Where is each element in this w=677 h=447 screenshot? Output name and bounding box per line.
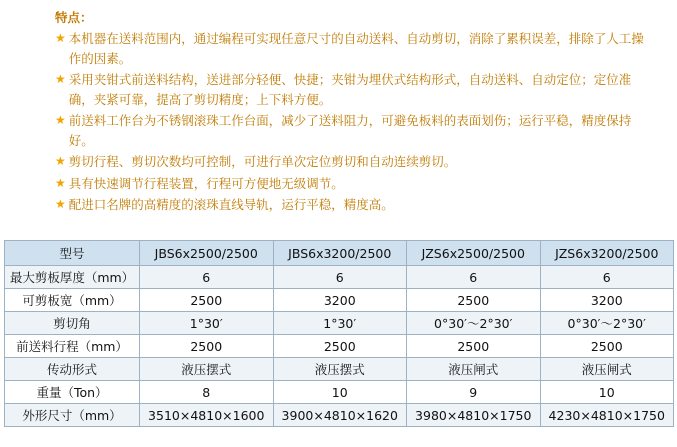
- star-icon: ★: [55, 197, 66, 211]
- star-icon: ★: [55, 31, 66, 45]
- table-header-row: [5, 241, 674, 266]
- feature-text: 具有快速调节行程装置，行程可方便地无级调节。: [68, 175, 344, 191]
- feature-text: 剪切行程、剪切次数均可控制，可进行单次定位剪切和自动连续剪切。: [68, 154, 457, 169]
- column-header: 型号: [5, 241, 140, 266]
- table-row: [5, 312, 674, 335]
- cell-value: 0°30′～2°30′: [407, 312, 541, 335]
- cell-value: 2500: [140, 289, 274, 312]
- cell-value: 8: [140, 381, 274, 404]
- features-list: [55, 29, 655, 215]
- cell-value: 3510×4810×1600: [140, 404, 274, 427]
- star-icon: ★: [55, 113, 66, 127]
- cell-value: 2500: [540, 335, 674, 358]
- table-row: [5, 289, 674, 312]
- table-row: [5, 335, 674, 358]
- list-item: [55, 29, 655, 68]
- list-item: [55, 174, 655, 194]
- cell-value: 液压摆式: [273, 358, 407, 381]
- spec-table-container: [4, 240, 673, 427]
- row-label: 剪切角: [5, 312, 140, 335]
- row-label: 外形尺寸（mm）: [5, 404, 140, 427]
- column-header: JZS6x2500/2500: [407, 241, 541, 266]
- spec-table: [4, 240, 674, 427]
- cell-value: 液压摆式: [140, 358, 274, 381]
- star-icon: ★: [55, 154, 66, 168]
- cell-value: 10: [273, 381, 407, 404]
- table-row: [5, 266, 674, 289]
- row-label: 最大剪板厚度（mm）: [5, 266, 140, 289]
- feature-text: 本机器在送料范围内，通过编程可实现任意尺寸的自动送料、自动剪切，消除了累积误差，排除了人工操作的因素。: [68, 31, 644, 66]
- table-row: [5, 381, 674, 404]
- list-item: [55, 195, 655, 215]
- cell-value: 9: [407, 381, 541, 404]
- list-item: [55, 152, 655, 172]
- list-item: [55, 111, 655, 150]
- cell-value: 2500: [140, 335, 274, 358]
- cell-value: 6: [407, 266, 541, 289]
- row-label: 可剪板宽（mm）: [5, 289, 140, 312]
- cell-value: 10: [540, 381, 674, 404]
- cell-value: 6: [273, 266, 407, 289]
- cell-value: 2500: [407, 335, 541, 358]
- cell-value: 液压闸式: [407, 358, 541, 381]
- cell-value: 3900×4810×1620: [273, 404, 407, 427]
- cell-value: 1°30′: [273, 312, 407, 335]
- list-item: [55, 70, 655, 109]
- features-title: 特点：: [55, 10, 93, 25]
- feature-text: 采用夹钳式前送料结构，送进部分轻便、快捷；夹钳为埋伏式结构形式，自动送料、自动定位；定位准确，夹紧可靠，提高了剪切精度；上下料方便。: [68, 72, 632, 107]
- star-icon: ★: [55, 175, 66, 190]
- column-header: JBS6x2500/2500: [140, 241, 274, 266]
- row-label: 传动形式: [5, 358, 140, 381]
- cell-value: 3980×4810×1750: [407, 404, 541, 427]
- cell-value: 3200: [540, 289, 674, 312]
- table-row: [5, 404, 674, 427]
- row-label: 重量（Ton）: [5, 381, 140, 404]
- cell-value: 液压闸式: [540, 358, 674, 381]
- row-label: 前送料行程（mm）: [5, 335, 140, 358]
- cell-value: 0°30′～2°30′: [540, 312, 674, 335]
- column-header: JZS6x3200/2500: [540, 241, 674, 266]
- cell-value: 3200: [273, 289, 407, 312]
- cell-value: 2500: [407, 289, 541, 312]
- feature-text: 前送料工作台为不锈钢滚珠工作台面，减少了送料阻力，可避免板料的表面划伤；运行平稳，精度保持好。: [68, 113, 632, 148]
- feature-text: 配进口名牌的高精度的滚珠直线导轨，运行平稳，精度高。: [68, 197, 394, 212]
- cell-value: 4230×4810×1750: [540, 404, 674, 427]
- features-section: [55, 8, 655, 217]
- cell-value: 6: [540, 266, 674, 289]
- cell-value: 1°30′: [140, 312, 274, 335]
- star-icon: ★: [55, 72, 66, 86]
- cell-value: 2500: [273, 335, 407, 358]
- table-row: [5, 358, 674, 381]
- cell-value: 6: [140, 266, 274, 289]
- column-header: JBS6x3200/2500: [273, 241, 407, 266]
